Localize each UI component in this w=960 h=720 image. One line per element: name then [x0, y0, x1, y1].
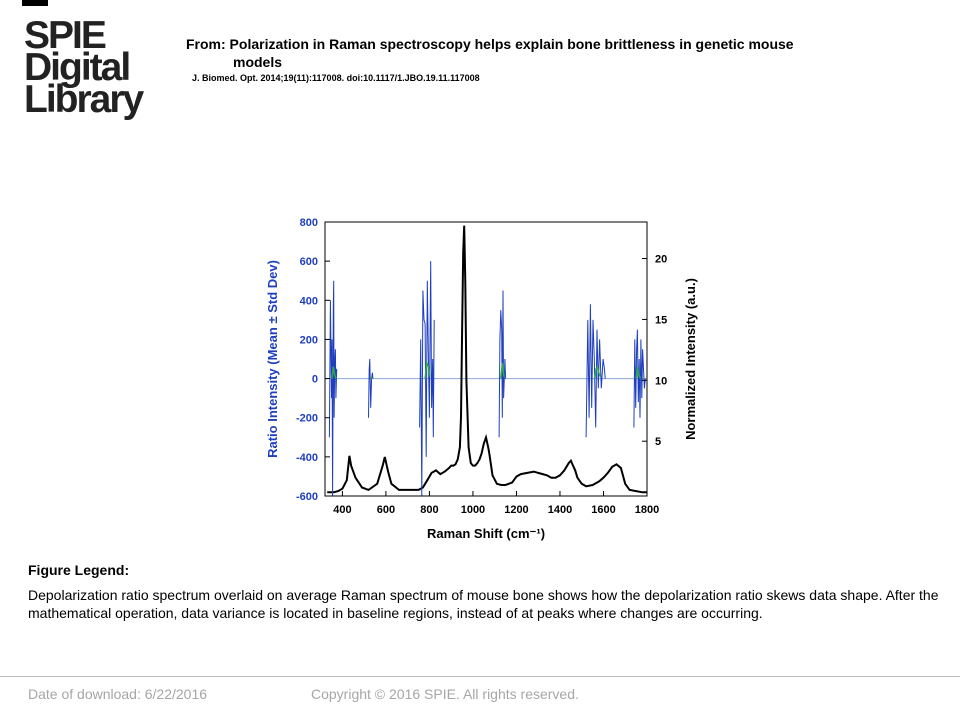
- copyright-notice: Copyright © 2016 SPIE. All rights reserved.: [311, 686, 579, 702]
- figure-legend-heading: Figure Legend:: [28, 562, 130, 578]
- article-title-line-1: From: Polarization in Raman spectroscopy helps explain bone brittleness in genetic mouse: [186, 36, 794, 52]
- x-tick-label: 1600: [591, 504, 616, 516]
- article-title: [186, 35, 906, 71]
- x-tick-label: 600: [376, 504, 396, 516]
- ratio-mean-series: [425, 363, 430, 379]
- ratio-std-series: [329, 281, 336, 496]
- corner-bar: [22, 0, 48, 6]
- figure-legend-text: Depolarization ratio spectrum overlaid on average Raman spectrum of mouse bone shows how the depolarization ratio skews data shape. After the mathematical operation, data variance is located in baseline regions, instead of at peaks where changes are occurring.: [28, 587, 939, 621]
- y-left-axis-label: Ratio Intensity (Mean ± Std Dev): [265, 260, 280, 458]
- ratio-mean-series: [371, 377, 372, 379]
- y-right-tick-label: 20: [655, 253, 668, 266]
- y-left-tick-label: 200: [299, 334, 318, 347]
- logo-line-2: Digital: [24, 46, 130, 89]
- y-right-axis-label: Normalized Intensity (a.u.): [683, 278, 698, 440]
- y-left-tick-label: -400: [295, 451, 318, 464]
- x-tick-label: 1800: [634, 504, 660, 516]
- y-left-tick-label: -600: [295, 491, 318, 503]
- y-left-tick-label: 0: [311, 373, 318, 386]
- y-left-tick-label: 400: [299, 295, 318, 308]
- article-citation: J. Biomed. Opt. 2014;19(11):117008. doi:10.1117/1.JBO.19.11.117008: [192, 73, 480, 83]
- x-axis-label: Raman Shift (cm⁻¹): [426, 526, 546, 541]
- x-tick-label: 1200: [504, 504, 529, 516]
- x-tick-label: 1400: [547, 504, 573, 516]
- y-right-tick-label: 15: [655, 314, 668, 327]
- ratio-std-series: [634, 330, 645, 428]
- ratio-std-series: [369, 359, 373, 418]
- y-right-tick-label: 5: [655, 436, 662, 449]
- y-left-tick-label: 600: [299, 256, 318, 269]
- y-right-tick-label: 10: [655, 375, 668, 388]
- y-left-tick-label: -200: [295, 412, 318, 425]
- logo-line-1: SPIE: [24, 14, 105, 57]
- article-title-line-2: models: [233, 54, 283, 70]
- spie-logo: [24, 14, 154, 121]
- download-date: Date of download: 6/22/2016: [28, 686, 208, 702]
- raman-chart: [255, 210, 715, 550]
- x-tick-label: 800: [420, 504, 439, 516]
- x-tick-label: 400: [333, 504, 352, 516]
- footer-divider: [0, 676, 960, 677]
- logo-line-3: Library: [24, 78, 143, 121]
- x-tick-label: 1000: [460, 504, 486, 516]
- y-left-tick-label: 800: [299, 217, 318, 229]
